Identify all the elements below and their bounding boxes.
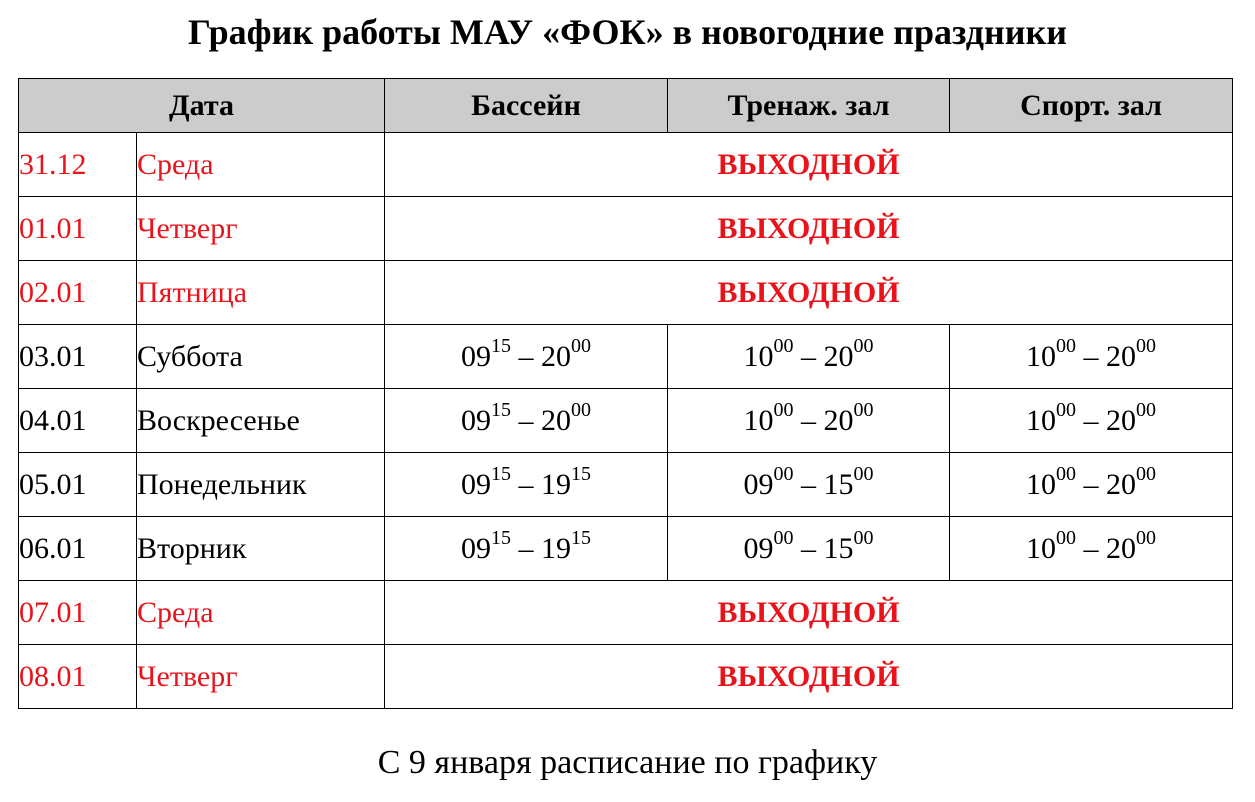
row-day: Среда xyxy=(137,133,385,197)
gym-hours: $09^{00} - 15^{00}$ xyxy=(668,517,950,581)
header-pool: Бассейн xyxy=(385,79,668,133)
pool-hours: $09^{15} - 20^{00}$ xyxy=(385,325,668,389)
row-date: 07.01 xyxy=(19,581,137,645)
row-date: 08.01 xyxy=(19,645,137,709)
sport-hall-hours: $10^{00} - 20^{00}$ xyxy=(950,453,1233,517)
closed-label: ВЫХОДНОЙ xyxy=(385,581,1233,645)
closed-label: ВЫХОДНОЙ xyxy=(385,197,1233,261)
footer-note: С 9 января расписание по графику xyxy=(377,744,878,781)
sport-hall-hours: $10^{00} - 20^{00}$ xyxy=(950,389,1233,453)
closed-label: ВЫХОДНОЙ xyxy=(385,133,1233,197)
header-sport-hall: Спорт. зал xyxy=(950,79,1233,133)
gym-hours: $10^{00} - 20^{00}$ xyxy=(668,389,950,453)
sport-hall-hours: $10^{00} - 20^{00}$ xyxy=(950,325,1233,389)
row-day: Пятница xyxy=(137,261,385,325)
table-row xyxy=(19,325,1233,389)
page-title: График работы МАУ «ФОК» в новогодние праздники xyxy=(188,12,1067,52)
table-row xyxy=(19,197,1233,261)
row-day: Понедельник xyxy=(137,453,385,517)
table-row xyxy=(19,261,1233,325)
sport-hall-hours: $10^{00} - 20^{00}$ xyxy=(950,517,1233,581)
row-day: Вторник xyxy=(137,517,385,581)
pool-hours: $09^{15} - 19^{15}$ xyxy=(385,453,668,517)
table-row xyxy=(19,645,1233,709)
row-day: Четверг xyxy=(137,645,385,709)
row-date: 05.01 xyxy=(19,453,137,517)
row-date: 02.01 xyxy=(19,261,137,325)
table-header-row xyxy=(19,79,1233,133)
schedule-table xyxy=(18,78,1233,709)
gym-hours: $09^{00} - 15^{00}$ xyxy=(668,453,950,517)
row-day: Суббота xyxy=(137,325,385,389)
gym-hours: $10^{00} - 20^{00}$ xyxy=(668,325,950,389)
header-gym: Тренаж. зал xyxy=(668,79,950,133)
row-date: 04.01 xyxy=(19,389,137,453)
row-day: Четверг xyxy=(137,197,385,261)
row-date: 06.01 xyxy=(19,517,137,581)
header-date: Дата xyxy=(19,79,385,133)
pool-hours: $09^{15} - 19^{15}$ xyxy=(385,517,668,581)
closed-label: ВЫХОДНОЙ xyxy=(385,645,1233,709)
table-row xyxy=(19,581,1233,645)
pool-hours: $09^{15} - 20^{00}$ xyxy=(385,389,668,453)
table-row xyxy=(19,133,1233,197)
row-date: 01.01 xyxy=(19,197,137,261)
row-date: 03.01 xyxy=(19,325,137,389)
table-row xyxy=(19,517,1233,581)
closed-label: ВЫХОДНОЙ xyxy=(385,261,1233,325)
row-day: Среда xyxy=(137,581,385,645)
table-row xyxy=(19,389,1233,453)
row-date: 31.12 xyxy=(19,133,137,197)
table-row xyxy=(19,453,1233,517)
row-day: Воскресенье xyxy=(137,389,385,453)
